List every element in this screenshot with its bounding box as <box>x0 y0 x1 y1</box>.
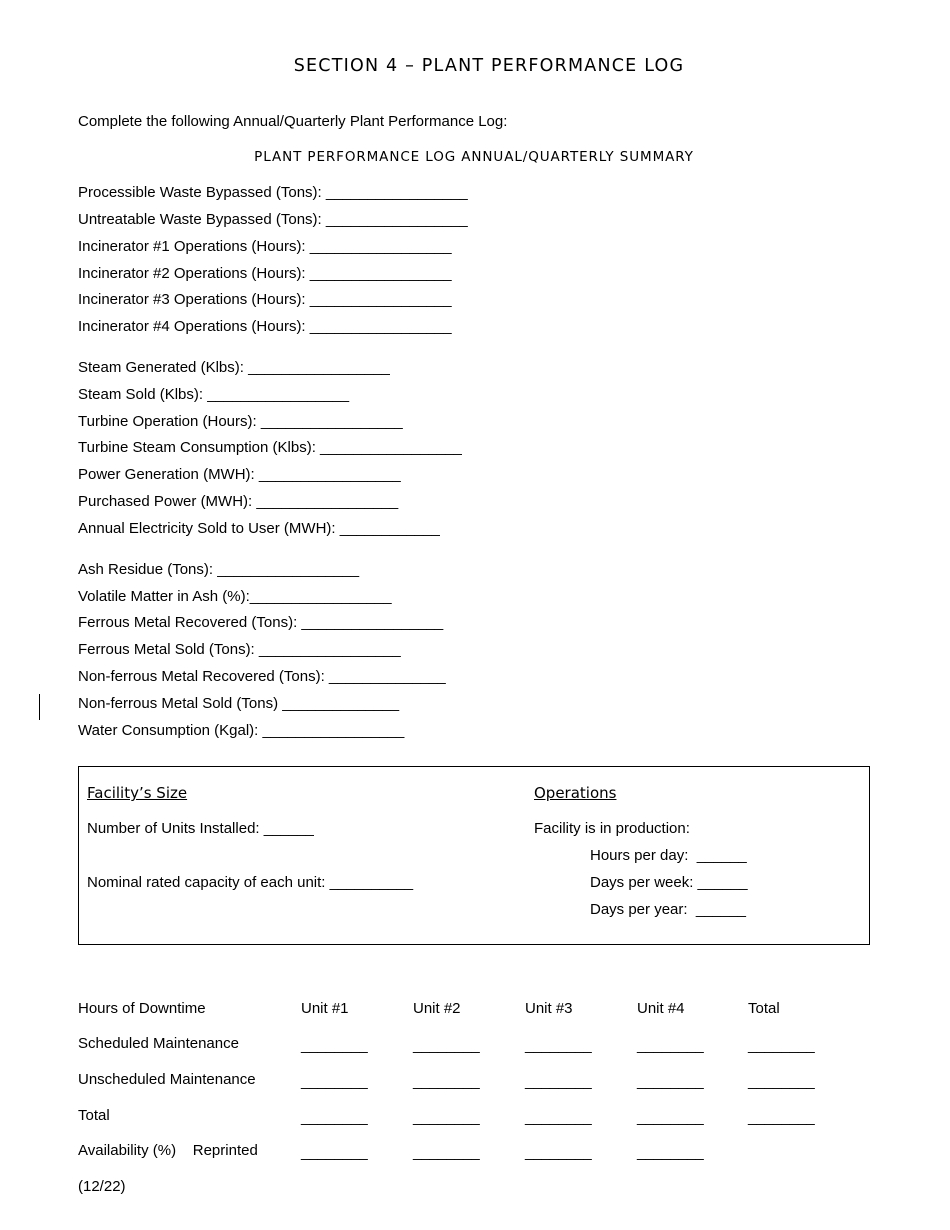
cell-unscheduled-unit-2[interactable]: ________ <box>413 1073 480 1090</box>
days-per-week-field[interactable]: Days per week: ______ <box>590 874 748 891</box>
page-title: SECTION 4 – PLANT PERFORMANCE LOG <box>293 56 685 76</box>
cell-scheduled-total[interactable]: ________ <box>748 1037 815 1054</box>
field-volatile-matter[interactable]: Volatile Matter in Ash (%):_________________ <box>78 588 392 605</box>
cell-scheduled-unit-4[interactable]: ________ <box>637 1037 704 1054</box>
field-nonferrous-recovered[interactable]: Non-ferrous Metal Recovered (Tons): ______________ <box>78 668 446 685</box>
field-nonferrous-sold[interactable]: Non-ferrous Metal Sold (Tons) ______________ <box>78 695 400 712</box>
row-label-unscheduled: Unscheduled Maintenance <box>78 1071 256 1088</box>
cell-total-total[interactable]: ________ <box>748 1109 815 1126</box>
header-unit-4: Unit #4 <box>637 1000 685 1017</box>
cell-total-unit-3[interactable]: ________ <box>525 1109 592 1126</box>
field-turbine-operation[interactable]: Turbine Operation (Hours): _________________ <box>78 413 403 430</box>
field-ferrous-sold[interactable]: Ferrous Metal Sold (Tons): _________________ <box>78 641 401 658</box>
header-unit-3: Unit #3 <box>525 1000 573 1017</box>
field-steam-generated[interactable]: Steam Generated (Klbs): _________________ <box>78 359 390 376</box>
operations-heading: Operations <box>534 784 617 802</box>
text-cursor <box>39 694 40 720</box>
header-unit-1: Unit #1 <box>301 1000 349 1017</box>
summary-subtitle: PLANT PERFORMANCE LOG ANNUAL/QUARTERLY SUMMARY <box>254 149 694 165</box>
field-incinerator-1[interactable]: Incinerator #1 Operations (Hours): _________________ <box>78 238 452 255</box>
field-processible-waste[interactable]: Processible Waste Bypassed (Tons): _________________ <box>78 184 468 201</box>
header-total: Total <box>748 1000 780 1017</box>
field-untreatable-waste[interactable]: Untreatable Waste Bypassed (Tons): _________________ <box>78 211 468 228</box>
field-water-consumption[interactable]: Water Consumption (Kgal): _________________ <box>78 722 405 739</box>
rated-capacity-field[interactable]: Nominal rated capacity of each unit: __________ <box>87 874 414 891</box>
cell-scheduled-unit-3[interactable]: ________ <box>525 1037 592 1054</box>
footer-date: (12/22) <box>78 1178 126 1195</box>
cell-availability-unit-1[interactable]: ________ <box>301 1144 368 1161</box>
facility-box <box>78 766 870 945</box>
days-per-year-field[interactable]: Days per year: ______ <box>590 901 746 918</box>
units-installed-field[interactable]: Number of Units Installed: ______ <box>87 820 314 837</box>
cell-availability-unit-2[interactable]: ________ <box>413 1144 480 1161</box>
cell-unscheduled-unit-4[interactable]: ________ <box>637 1073 704 1090</box>
field-ash-residue[interactable]: Ash Residue (Tons): _________________ <box>78 561 360 578</box>
field-steam-sold[interactable]: Steam Sold (Klbs): _________________ <box>78 386 350 403</box>
field-incinerator-4[interactable]: Incinerator #4 Operations (Hours): _________________ <box>78 318 452 335</box>
field-power-generation[interactable]: Power Generation (MWH): _________________ <box>78 466 401 483</box>
cell-total-unit-2[interactable]: ________ <box>413 1109 480 1126</box>
cell-total-unit-4[interactable]: ________ <box>637 1109 704 1126</box>
intro-text: Complete the following Annual/Quarterly Plant Performance Log: <box>78 113 508 130</box>
field-turbine-steam[interactable]: Turbine Steam Consumption (Klbs): _________________ <box>78 439 462 456</box>
cell-unscheduled-unit-1[interactable]: ________ <box>301 1073 368 1090</box>
field-incinerator-3[interactable]: Incinerator #3 Operations (Hours): _________________ <box>78 291 452 308</box>
field-purchased-power[interactable]: Purchased Power (MWH): _________________ <box>78 493 399 510</box>
cell-scheduled-unit-2[interactable]: ________ <box>413 1037 480 1054</box>
facility-size-heading: Facility’s Size <box>87 784 188 802</box>
field-ferrous-recovered[interactable]: Ferrous Metal Recovered (Tons): _________________ <box>78 614 444 631</box>
cell-unscheduled-total[interactable]: ________ <box>748 1073 815 1090</box>
cell-availability-unit-3[interactable]: ________ <box>525 1144 592 1161</box>
row-label-scheduled: Scheduled Maintenance <box>78 1035 239 1052</box>
cell-availability-unit-4[interactable]: ________ <box>637 1144 704 1161</box>
field-electricity-sold[interactable]: Annual Electricity Sold to User (MWH): ____________ <box>78 520 440 537</box>
cell-scheduled-unit-1[interactable]: ________ <box>301 1037 368 1054</box>
row-label-total: Total <box>78 1107 110 1124</box>
header-unit-2: Unit #2 <box>413 1000 461 1017</box>
downtime-header-label: Hours of Downtime <box>78 1000 206 1017</box>
row-label-availability: Availability (%) Reprinted <box>78 1142 258 1159</box>
hours-per-day-field[interactable]: Hours per day: ______ <box>590 847 747 864</box>
cell-unscheduled-unit-3[interactable]: ________ <box>525 1073 592 1090</box>
cell-total-unit-1[interactable]: ________ <box>301 1109 368 1126</box>
in-production-label: Facility is in production: <box>534 820 690 837</box>
field-incinerator-2[interactable]: Incinerator #2 Operations (Hours): _________________ <box>78 265 452 282</box>
